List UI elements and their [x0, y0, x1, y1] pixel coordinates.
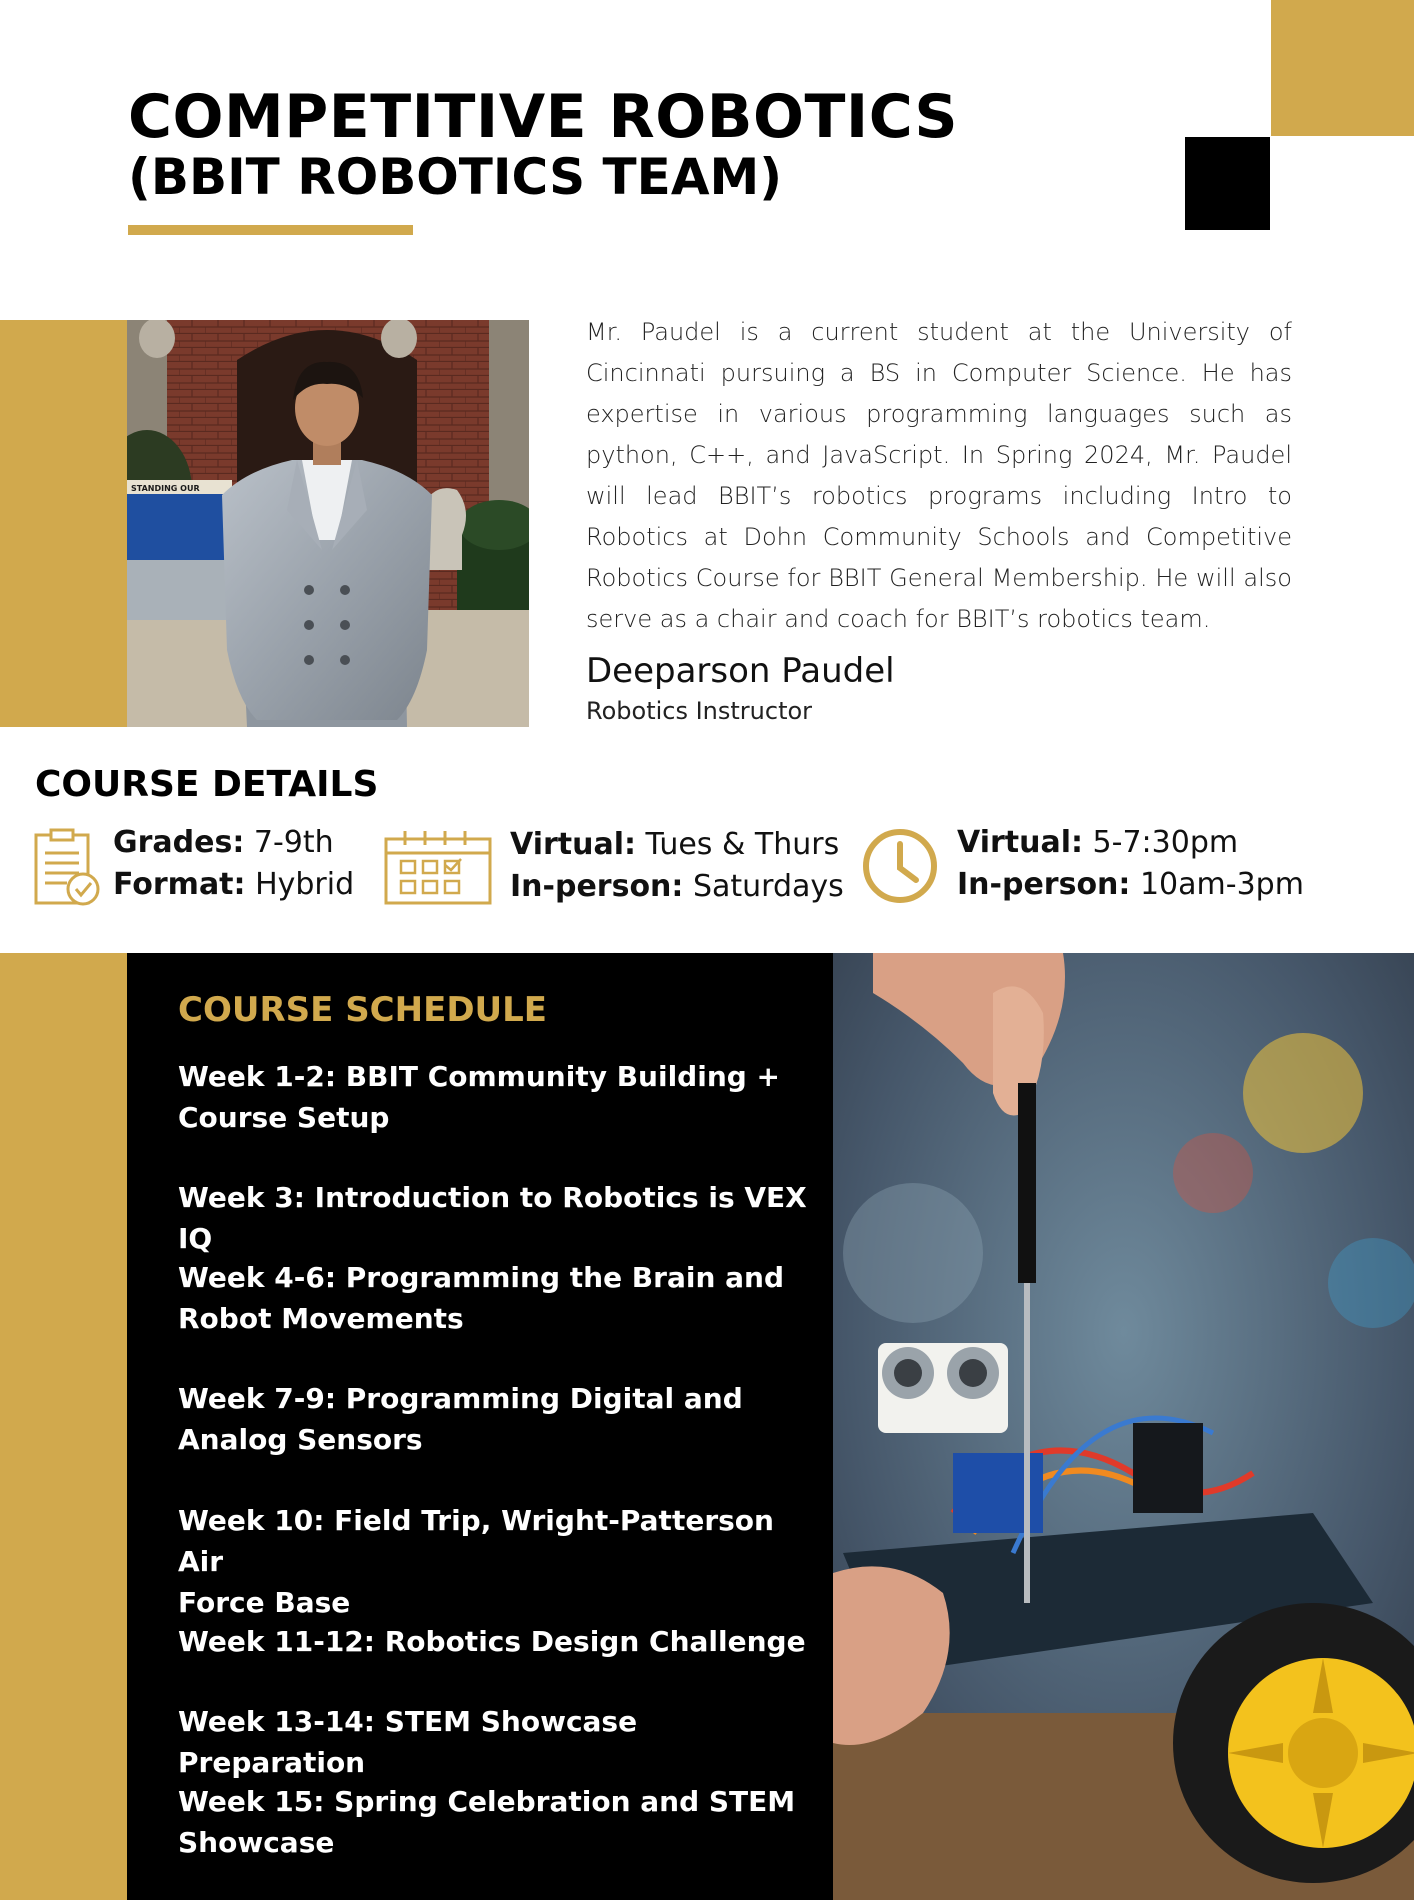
gold-side-bar-bottom [0, 953, 127, 1900]
gold-corner-block [1271, 0, 1414, 136]
page-subtitle: (BBIT ROBOTICS TEAM) [128, 148, 783, 206]
schedule-item-line: Course Setup [178, 1101, 390, 1134]
schedule-item-line: Week 1-2: BBIT Community Building + [178, 1060, 780, 1093]
days-virtual-value: Tues & Thurs [645, 827, 840, 862]
schedule-item [178, 1257, 818, 1339]
schedule-item-line: Week 13-14: STEM Showcase Preparation [178, 1705, 638, 1779]
title-underline [128, 225, 413, 235]
time-virtual-label: Virtual: [957, 825, 1083, 860]
schedule-item [178, 1781, 818, 1863]
days-virtual-label: Virtual: [510, 827, 636, 862]
clock-icon [860, 826, 940, 906]
schedule-heading: COURSE SCHEDULE [178, 990, 548, 1030]
schedule-item-line: Week 15: Spring Celebration and STEM [178, 1785, 796, 1818]
schedule-item-line: Showcase [178, 1826, 335, 1859]
format-label: Format: [113, 867, 246, 902]
photo-sign-text: STANDING OUR [131, 484, 200, 493]
grades-format-text [113, 822, 354, 906]
schedule-item [178, 1621, 818, 1662]
black-square-block [1185, 137, 1270, 230]
grades-label: Grades: [113, 825, 245, 860]
times-text [957, 822, 1304, 906]
days-text [510, 824, 844, 908]
grades-value: 7-9th [253, 825, 334, 860]
days-inperson-value: Saturdays [692, 869, 844, 904]
schedule-item [178, 1378, 818, 1460]
schedule-item [178, 1500, 818, 1623]
schedule-item-line: Week 10: Field Trip, Wright-Patterson Air [178, 1504, 774, 1578]
schedule-item-line: Robot Movements [178, 1302, 464, 1335]
schedule-item [178, 1177, 818, 1259]
schedule-item [178, 1056, 818, 1138]
time-inperson-value: 10am-3pm [1139, 867, 1304, 902]
clipboard-check-icon [33, 827, 103, 907]
schedule-item-line: Week 11-12: Robotics Design Challenge [178, 1625, 806, 1658]
schedule-item-line: Force Base [178, 1586, 351, 1619]
robot-photo [833, 953, 1414, 1900]
time-inperson-label: In-person: [957, 867, 1131, 902]
instructor-role: Robotics Instructor [586, 697, 813, 725]
instructor-photo [127, 320, 529, 727]
time-virtual-value: 5-7:30pm [1092, 825, 1239, 860]
gold-side-bar-top [0, 320, 127, 727]
schedule-item-line: Week 4-6: Programming the Brain and [178, 1261, 785, 1294]
format-value: Hybrid [255, 867, 355, 902]
days-inperson-label: In-person: [510, 869, 684, 904]
schedule-item [178, 1701, 818, 1783]
instructor-name: Deeparson Paudel [586, 651, 895, 691]
instructor-bio: Mr. Paudel is a current student at the University of Cincinnati pursuing a BS in Computer Science. He has expertise in various programming languages such as python, C++, and JavaScript. In Spring 2024, Mr. Paudel will lead BBIT’s robotics programs including Intro to Robotics at Dohn Community Schools and Competitive Robotics Course for BBIT General Membership. He will also serve as a chair and coach for BBIT’s robotics team. [586, 318, 1292, 633]
schedule-item-line: Analog Sensors [178, 1423, 423, 1456]
schedule-item-line: Week 7-9: Programming Digital and [178, 1382, 743, 1415]
schedule-item-line: Week 3: Introduction to Robotics is VEX IQ [178, 1181, 807, 1255]
calendar-icon [383, 827, 493, 907]
page-title: COMPETITIVE ROBOTICS [128, 82, 959, 152]
course-details-heading: COURSE DETAILS [35, 764, 379, 805]
